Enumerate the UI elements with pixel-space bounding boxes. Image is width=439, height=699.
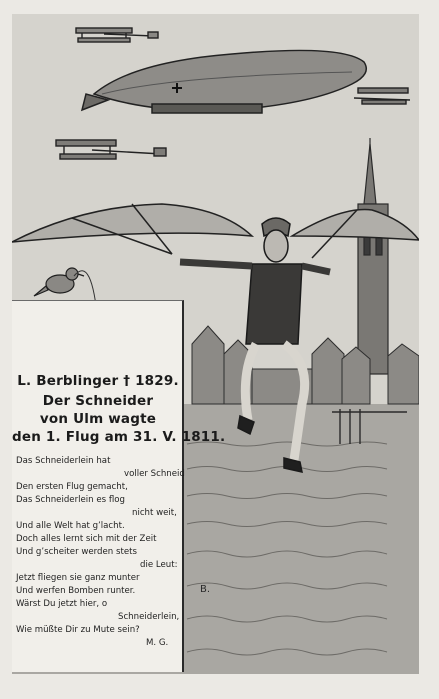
poem-line: Das Schneiderlein es flog (16, 495, 125, 505)
poem-panel (12, 300, 226, 672)
poem-line: Und g’scheiter werden stets (16, 547, 137, 557)
poem-heading-line-4: den 1. Flug am 31. V. 1811. (12, 429, 226, 445)
poem-heading-line-2: Der Schneider (42, 393, 154, 409)
poem-line: Jetzt fliegen sie ganz munter (16, 573, 140, 583)
poem-heading-line-3: von Ulm wagte (39, 411, 157, 427)
poem-line: Doch alles lernt sich mit der Zeit (16, 534, 157, 544)
poem-line: Wie müßte Dir zu Mute sein? (16, 625, 140, 635)
poem-line: Das Schneiderlein hat (16, 456, 111, 466)
poem-line: Und alle Welt hat g’lacht. (16, 521, 125, 531)
poem-heading-line-1: L. Berblinger † 1829. (17, 373, 179, 389)
poem-line: nicht weit, (132, 508, 177, 518)
poem-line: die Leut: (140, 560, 178, 570)
artist-signature: B. (200, 584, 211, 595)
poem-line: Und werfen Bomben runter. (16, 586, 136, 596)
poem-line: Schneiderlein, (118, 612, 180, 622)
poem-line: Wärst Du jetzt hier, o (16, 599, 108, 609)
poem-line: M. G. (146, 638, 169, 648)
poem-line: Den ersten Flug gemacht, (16, 482, 128, 492)
poem-line: voller Schneid (124, 469, 185, 479)
